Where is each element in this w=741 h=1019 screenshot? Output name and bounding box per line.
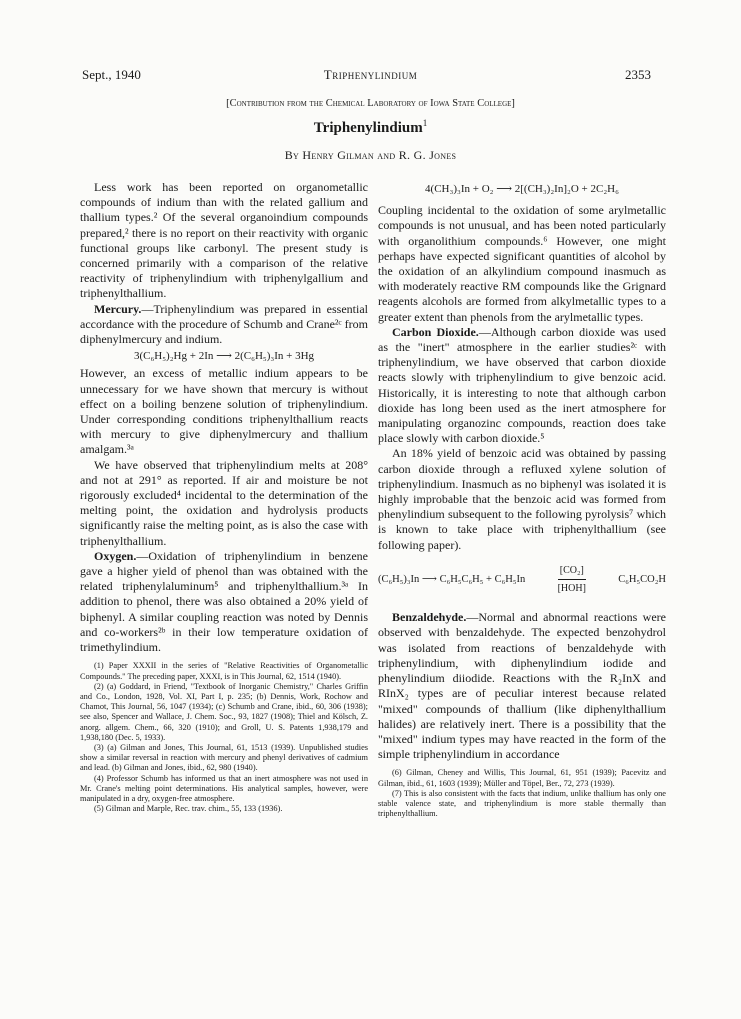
header-date: Sept., 1940 bbox=[82, 67, 141, 82]
equation-mercury: 3(C₆H₅)₂Hg + 2In ⟶ 2(C₆H₅)₃In + 3Hg bbox=[133, 350, 315, 363]
title-footnote-mark: 1 bbox=[422, 118, 428, 128]
footnote: (4) Professor Schumb has informed us that an inert atmosphere was not used in Mr. Crane's melting point determinations. His analytical samples, however, were manipulated in a dry, oxygen-free atmosphere. bbox=[80, 773, 368, 803]
footnote: (7) This is also consistent with the facts that indium, unlike thallium has only one stable valence state, and triphenylindium is more stable thermally than triphenylthallium. bbox=[378, 788, 666, 819]
paragraph-melting-point: We have observed that triphenylindium melts at 208° and not at 291° as reported. If air and moisture be not rigorously excluded⁴ incidental to the determination of the melting point, the oxidation and hydrolysis products significantly raise the melting point, as is also the case with triphenylthallium. bbox=[80, 457, 368, 548]
paragraph-oxygen bbox=[80, 549, 368, 655]
paragraph-benzaldehyde bbox=[378, 610, 666, 762]
section-heading-benzaldehyde: Benzaldehyde. bbox=[392, 610, 467, 625]
oxygen-text: —Oxidation of triphenylindium in benzene gave a higher yield of phenol than was obtained with the related triphenylaluminum⁵ and triphenylthallium.³ᵃ In addition to phenol, there was also obtained a 20% yield of biphenyl. A similar coupling reaction was noted by Dennis and co-workers²ᵇ in their low temperature oxidation of trimethylindium. bbox=[80, 548, 368, 655]
footnotes-left bbox=[80, 661, 368, 814]
paragraph-coupling: Coupling incidental to the oxidation of some arylmetallic compounds is not unusual, and has been noted particularly with organolithium compounds.⁶ However, one might perhaps have expected significant quantities of alcohol by the oxidation of an alkylindium compound inasmuch as with moderately reactive RM compounds like the Grignard reagents alcohols are formed from alkylmetallic types to a greater extent than phenols from the arylmetallic types. bbox=[378, 203, 666, 324]
paragraph-benzoic-acid: An 18% yield of benzoic acid was obtained by passing carbon dioxide through a refluxed xylene solution of triphenylindium. Inasmuch as no biphenyl was isolated it is highly improbable that the benzoic acid was formed from phenylindium subsequent to the following pyrolysis⁷ which is known to take place with triphenylthallium (see following paper). bbox=[378, 446, 666, 552]
section-heading-mercury: Mercury. bbox=[94, 301, 142, 316]
reaction-reagent-bottom: [HOH] bbox=[557, 583, 586, 595]
benzaldehyde-text: —Normal and abnormal reactions were observed with benzaldehyde. The expected benzohydrol was isolated from reactions of benzaldehyde with triphenylindium, with diphenylindium iodide and phenylindium diiodide. Reactions with the R₂InX and RInX₂ types are of peculiar interest because related "mixed" compounds of thallium (like diphenylthallium halides) are relatively inert. There is a possibility that the "mixed" indium types may have reacted in the form of the simple triphenylindium in accordance bbox=[378, 610, 666, 762]
reaction-reagent-top: [CO₂] bbox=[558, 563, 586, 580]
paragraph-excess-indium: However, an excess of metallic indium appears to be unnecessary for we have shown that mercury is without effect on a boiling benzene solution of triphenylindium. Under corresponding conditions triphenylthallium reacts with mercury to give diphenylmercury and thallium amalgam.³ᵃ bbox=[80, 366, 368, 457]
running-title: Triphenylindium bbox=[323, 67, 418, 82]
mercury-text: —Triphenylindium was prepared in essential accordance with the procedure of Schumb and Crane²ᶜ from diphenylmercury and indium. bbox=[80, 301, 368, 347]
right-column bbox=[378, 180, 666, 819]
footnotes-right bbox=[378, 768, 666, 819]
paragraph-intro: Less work has been reported on organometallic compounds of indium than with the related gallium and thallium types.² Of the several organoindium compounds prepared,² there is no report on their reactivity with organic functional groups like carbonyl. The present study is concerned primarily with a comparison of the relative reactivity of triphenylindium with triphenylgallium and triphenylthallium. bbox=[80, 180, 368, 301]
authors: By Henry Gilman and R. G. Jones bbox=[284, 148, 457, 162]
contribution-line: [Contribution from the Chemical Laboratory of Iowa State College] bbox=[226, 98, 515, 109]
title-text: Triphenylindium bbox=[313, 120, 423, 136]
reaction-product: C₆H₅CO₂H bbox=[618, 573, 666, 585]
footnote: (3) (a) Gilman and Jones, This Journal, 61, 1513 (1939). Unpublished studies show a similar reversal in reaction with mercury and phenyl derivatives of cadmium and lead. (b) Gilman and Jones, ibid., 62, 980 (1940). bbox=[80, 742, 368, 773]
reaction-conditions bbox=[558, 563, 586, 596]
paragraph-mercury bbox=[80, 302, 368, 348]
footnote: (6) Gilman, Cheney and Willis, This Journal, 61, 951 (1939); Pacevitz and Gilman, ibid., 61, 1603 (1939); Müller and Töpel, Ber., 72, 273 (1939). bbox=[378, 768, 666, 788]
equation-oxidation: 4(CH₃)₃In + O₂ ⟶ 2[(CH₃)₂In]₂O + 2C₂H₆ bbox=[425, 183, 619, 195]
footnote: (2) (a) Goddard, in Friend, "Textbook of Inorganic Chemistry," Charles Griffin and Co., London, 1928, Vol. XI, Part I, p. 235; (b) Dennis, Work, Rochow and Chamot, This Journal, 56, 1047 (1934); (c) Schumb and Crane, ibid., 60, 306 (1938); see also, Spencer and Wallace, J. Chem. Soc., 93, 1827 (1908); Thiel and Kölsch, Z. anorg. allgem. Chem., 66, 320 (1910); and Groll, U. S. Patents 1,938,179 and 1,938,180 (Dec. 5, 1933). bbox=[80, 681, 368, 742]
left-column bbox=[80, 180, 368, 814]
reaction-left: (C₆H₅)₃In ⟶ C₆H₅C₆H₅ + C₆H₅In bbox=[378, 573, 526, 585]
section-heading-carbon-dioxide: Carbon Dioxide. bbox=[392, 324, 479, 339]
carbon-dioxide-text: —Although carbon dioxide was used as the "inert" atmosphere in the earlier studies²ᶜ with triphenylindium, we have observed that carbon dioxide reacts slowly with triphenylindium to give benzoic acid. Historically, it is interesting to note that although carbon dioxide has long been used as the inert atmosphere for manipulating organozinc compounds, reaction does take place slowly with carbon dioxide.⁵ bbox=[378, 324, 666, 446]
footnote: (1) Paper XXXII in the series of "Relative Reactivities of Organometallic Compounds." The preceding paper, XXXI, is in This Journal, 62, 1514 (1940). bbox=[80, 661, 368, 681]
section-heading-oxygen: Oxygen. bbox=[94, 548, 137, 563]
equation-pyrolysis bbox=[378, 563, 666, 596]
article-title bbox=[0, 120, 741, 137]
paragraph-carbon-dioxide bbox=[378, 325, 666, 447]
footnote: (5) Gilman and Marple, Rec. trav. chim., 55, 133 (1936). bbox=[94, 804, 283, 814]
page-number: 2353 bbox=[625, 67, 651, 82]
